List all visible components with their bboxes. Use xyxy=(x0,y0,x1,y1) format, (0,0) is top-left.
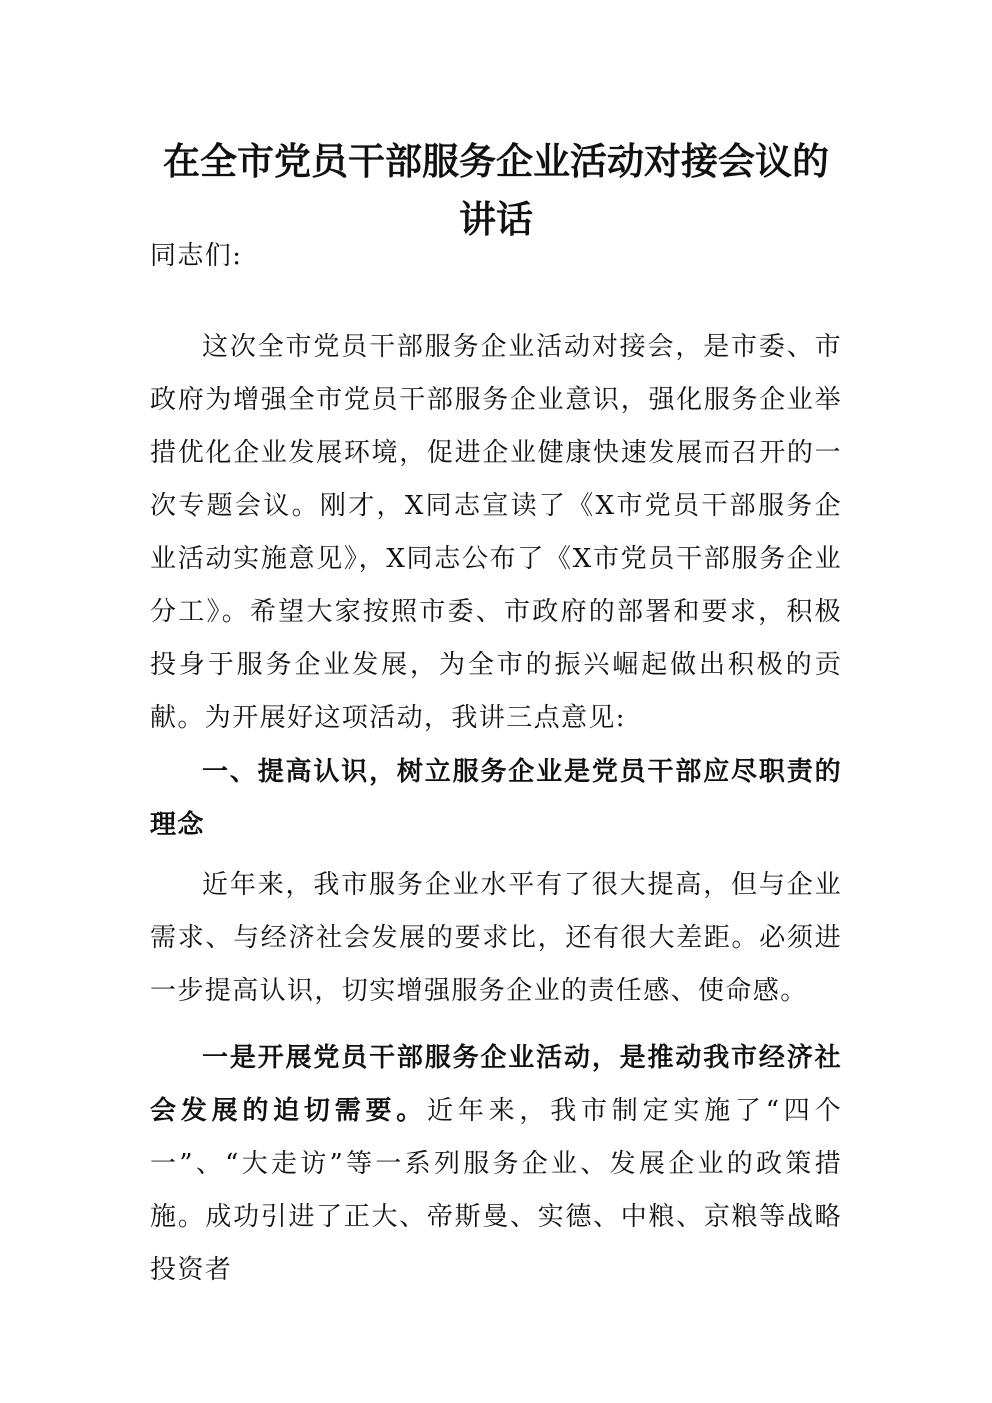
point-1-lead: 一是开展党员干部服务企业活动，是推动我市经济社会发展的迫切需要。 xyxy=(150,1043,842,1126)
paragraph-point-1 xyxy=(150,1032,842,1297)
title-line-2: 讲话 xyxy=(459,197,533,241)
salutation: 同志们: xyxy=(150,241,243,271)
paragraph-section-1: 近年来，我市服务企业水平有了很大提高，但与企业需求、与经济社会发展的要求比，还有很大差距。必须进一步提高认识，切实增强服务企业的责任感、使命感。 xyxy=(150,870,842,1006)
paragraph-intro: 这次全市党员干部服务企业活动对接会，是市委、市政府为增强全市党员干部服务企业意识，强化服务企业举措优化企业发展环境，促进企业健康快速发展而召开的一次专题会议。刚才，X同志宣读了《X市党员干部服务企业活动实施意见》，X同志公布了《X市党员干部服务企业分工》。希望大家按照市委、市政府的部署和要求，积极投身于服务企业发展，为全市的振兴崛起做出积极的贡献。为开展好这项活动，我讲三点意见: xyxy=(150,332,842,733)
point-1-body: 近年来，我市制定实施了“四个一”、“大走访”等一系列服务企业、发展企业的政策措施。成功引进了正大、帝斯曼、实德、中粮、京粮等战略投资者 xyxy=(150,1096,842,1285)
section-heading-1: 一、提高认识，树立服务企业是党员干部应尽职责的理念 xyxy=(150,757,842,840)
title-line-1: 在全市党员干部服务企业活动对接会议的 xyxy=(163,139,829,183)
